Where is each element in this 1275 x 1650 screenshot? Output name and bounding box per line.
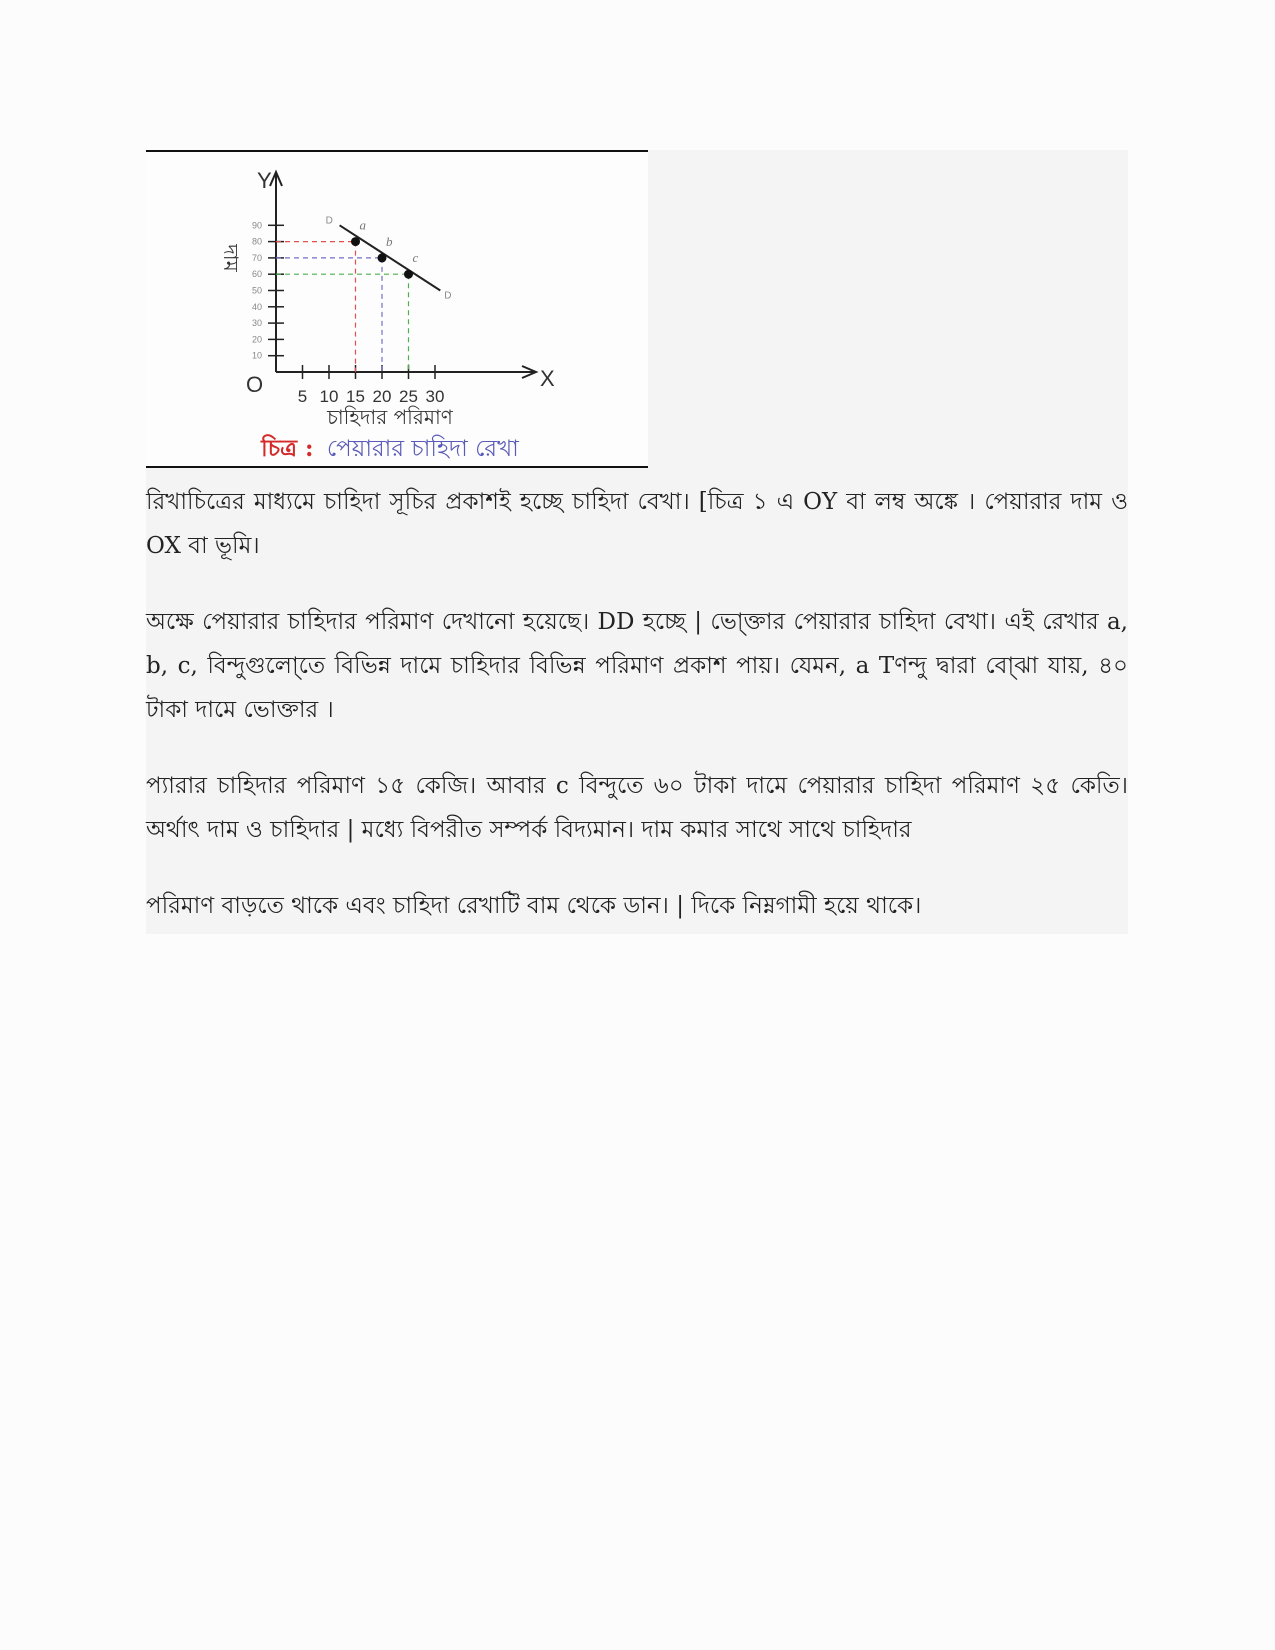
y-tick-label: 30 [251,318,262,329]
x-axis-label: চাহিদার পরিমাণ [327,405,453,429]
curve-label-end: D [444,290,452,302]
y-tick-label: 60 [251,269,262,280]
chart-marks [252,215,452,406]
data-point-label: b [386,233,393,249]
y-tick-label: 90 [251,220,262,231]
data-point [404,270,413,279]
x-axis-letter: X [540,366,555,391]
paragraph-3: প্যারার চাহিদার পরিমাণ ১৫ কেজি। আবার c বিন্দুতে ৬০ টাকা দামে পেয়ারার চাহিদা পরিমাণ ২৫ কেতি। অর্থাৎ দাম ও চাহিদার | মধ্যে বিপরীত সম্পর্ক বিদ্যমান। দাম কমার সাথে সাথে চাহিদার [146,773,1128,843]
demand-curve-chart [146,152,648,468]
data-point [378,253,387,262]
data-point-label: a [359,217,366,233]
curve-label-start: D [325,215,333,227]
y-tick-label: 20 [251,334,262,345]
y-axis-letter: Y [257,168,272,193]
paragraph-2: অক্ষে পেয়ারার চাহিদার পরিমাণ দেখানাে হয়েছে। DD হচ্ছে | ভাে্ক্তার পেয়ারার চাহিদা বেখা। এই রেখার a, b, c, বিন্দুগুলাে্তে বিভিন্ন দামে চাহিদার বিভিন্ন পরিমাণ প্রকাশ পায়। যেমন, a Tণন্দু দ্বারা বাে্ঝা যায়, ৪০ টাকা দামে ভোক্তার । [146,609,1128,723]
paragraph-1: রিখাচিত্রের মাধ্যমে চাহিদা সূচির প্রকাশই হচ্ছে চাহিদা বেখা। [চিত্র ১ এ OY বা লম্ব অঙ্কে । পেয়ারার দাম ও OX বা ভূমি। [146,489,1128,559]
y-axis-label: দাম [219,244,243,272]
y-tick-label: 80 [251,236,262,247]
paragraph-4: পরিমাণ বাড়তে থাকে এবং চাহিদা রেখাটি বাম থেকে ডান। | দিকে নিম্নগামী হয়ে থাকে। [146,893,922,919]
y-tick-label: 40 [251,301,262,312]
figure-caption [260,434,519,462]
x-tick-label: 25 [399,387,418,406]
caption-text: পেয়ারার চাহিদা রেখা [326,436,519,462]
data-point-label: c [412,250,419,266]
x-tick-label: 5 [297,387,308,406]
y-tick-label: 10 [251,350,262,361]
demand-curve-figure [146,150,648,468]
origin-label: O [246,372,264,397]
caption-prefix: চিত্র : [261,435,314,462]
data-point [351,237,360,246]
content-block [146,150,1128,934]
y-tick-label: 70 [251,252,262,263]
x-tick-label: 30 [425,387,445,406]
y-tick-label: 50 [251,285,262,296]
x-tick-label: 10 [319,387,339,406]
x-tick-label: 15 [346,387,365,406]
x-tick-label: 20 [372,387,392,406]
